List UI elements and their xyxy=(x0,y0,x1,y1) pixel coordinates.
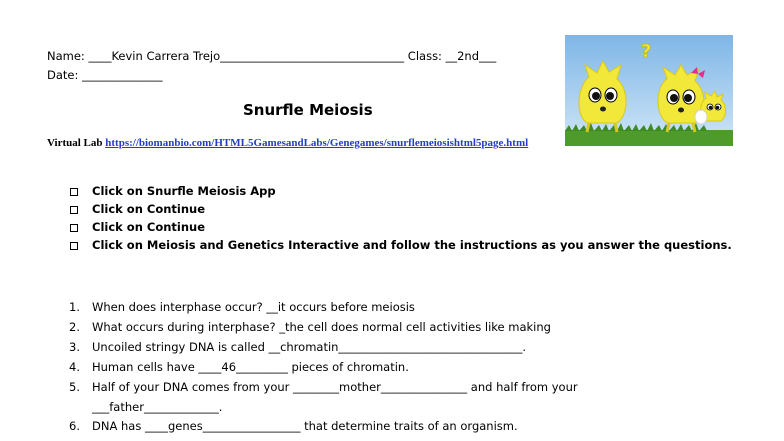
egg-icon xyxy=(695,110,707,124)
question-item-continued: ___father_____________. xyxy=(92,400,223,414)
date-line: Date: ______________ xyxy=(47,68,163,82)
step-item: Click on Continue xyxy=(92,220,205,234)
virtual-lab-link[interactable]: https://biomanbio.com/HTML5GamesandLabs/Genegames/snurflemeiosishtml5page.html xyxy=(105,137,529,149)
virtual-lab-line xyxy=(47,137,528,149)
grass xyxy=(565,130,733,146)
question-item: 2. What occurs during interphase? _the cell does normal cell activities like making xyxy=(69,320,551,334)
step-item: Click on Meiosis and Genetics Interactive and follow the instructions as you answer the questions. xyxy=(92,238,732,252)
question-mark-icon: ? xyxy=(641,41,652,62)
virtual-lab-label: Virtual Lab xyxy=(47,137,103,149)
question-item: 6. DNA has ____genes_________________ that determine traits of an organism. xyxy=(69,419,518,433)
snurfle-art-svg xyxy=(565,35,733,146)
name-class-line: Name: ____Kevin Carrera Trejo________________________________ Class: __2nd___ xyxy=(47,49,497,63)
checkbox-bullet-icon xyxy=(70,206,78,214)
checkbox-bullet-icon xyxy=(70,242,78,250)
question-item: 1. When does interphase occur? __it occurs before meiosis xyxy=(69,300,415,314)
snurfle-couple-illustration xyxy=(565,35,733,146)
checkbox-bullet-icon xyxy=(70,224,78,232)
question-item: 3. Uncoiled stringy DNA is called __chromatin________________________________. xyxy=(69,340,527,354)
question-item: 5. Half of your DNA comes from your ________mother_______________ and half from your xyxy=(69,380,578,394)
question-item: 4. Human cells have ____46_________ pieces of chromatin. xyxy=(69,360,409,374)
step-item: Click on Continue xyxy=(92,202,205,216)
page-title: Snurfle Meiosis xyxy=(243,101,373,119)
checkbox-bullet-icon xyxy=(70,188,78,196)
step-item: Click on Snurfle Meiosis App xyxy=(92,184,276,198)
